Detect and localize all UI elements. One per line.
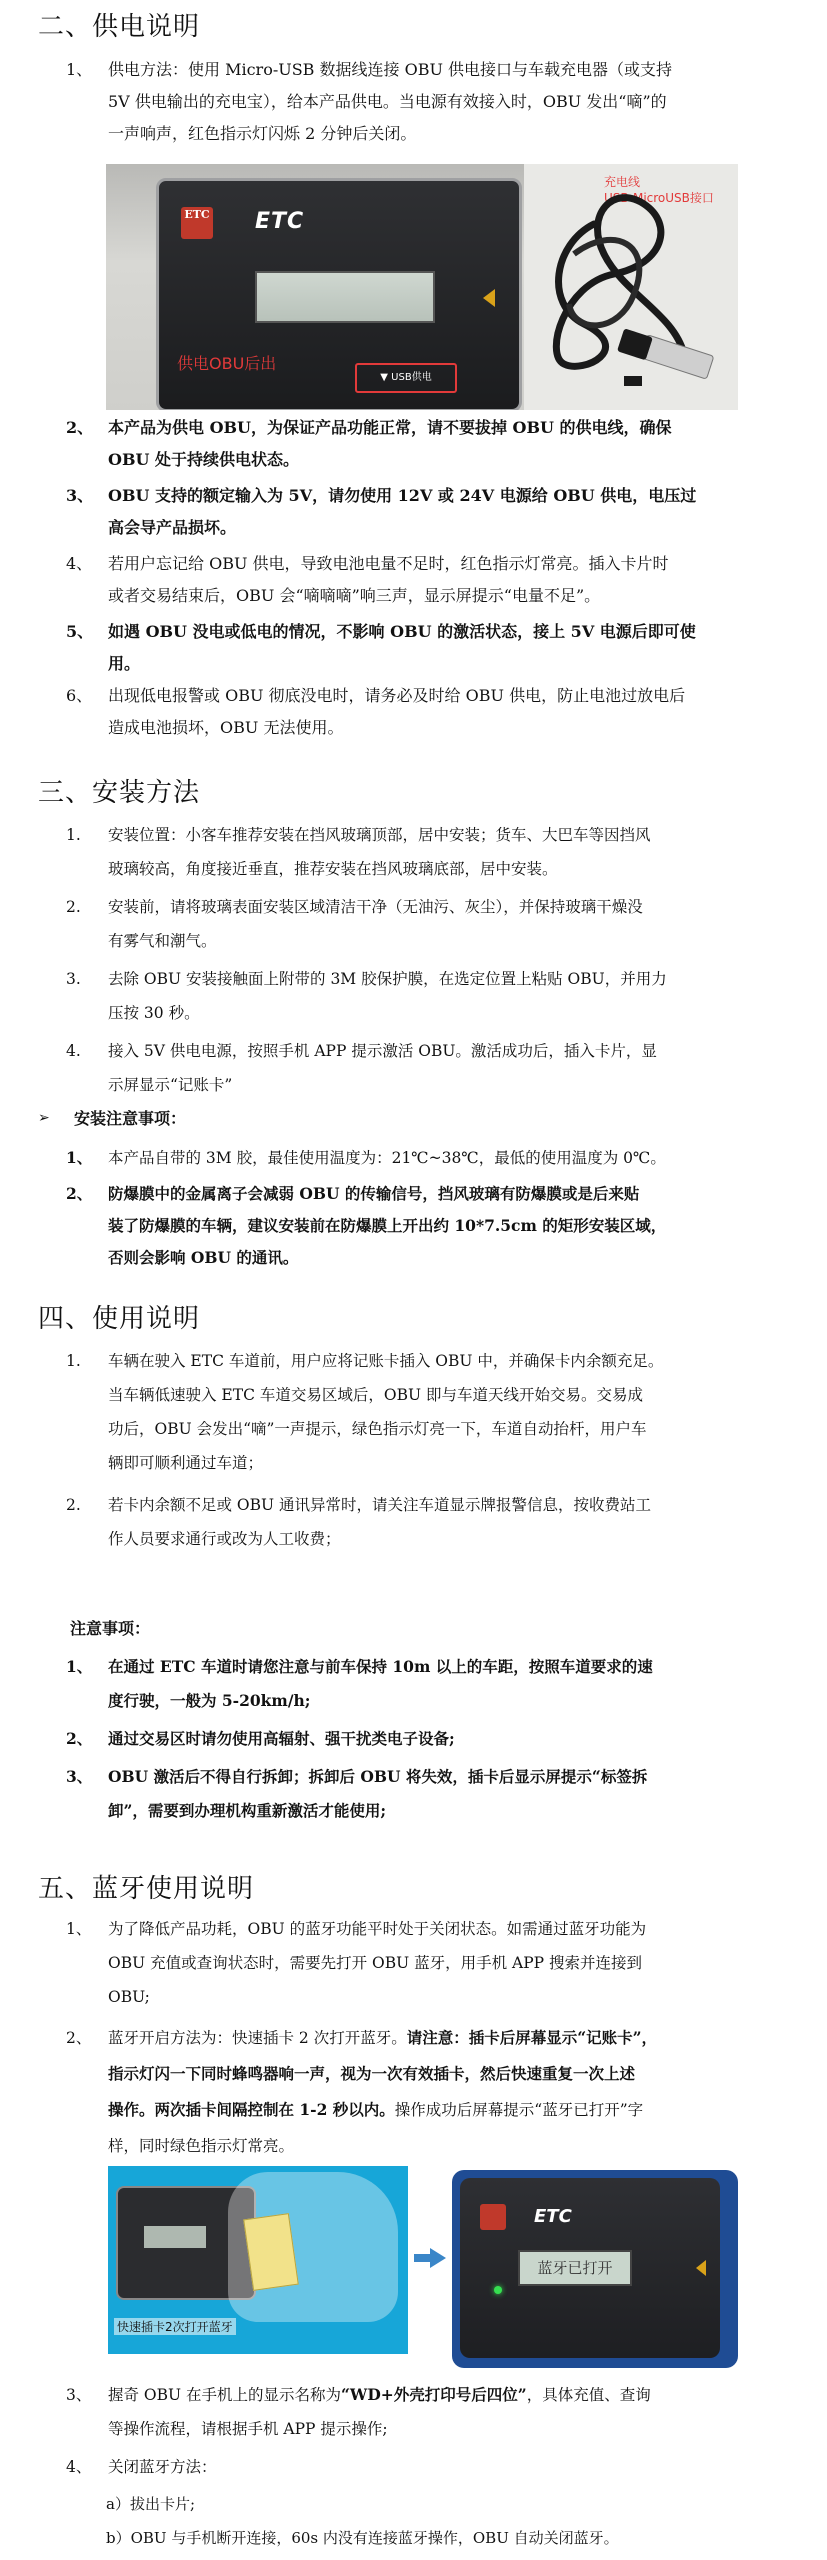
bluetooth-item-1 xyxy=(66,1912,766,2014)
photo-caption: 快速插卡2次打开蓝牙 xyxy=(114,2318,236,2335)
usb-port-annotation: ▼ USB供电 xyxy=(355,363,457,393)
text-run-bold: “WD+外壳打印号后四位” xyxy=(341,2385,527,2404)
item-number: 6、 xyxy=(66,686,93,705)
device-screen xyxy=(144,2226,206,2248)
text-line: 压按 30 秒。 xyxy=(108,1004,200,1022)
text-line xyxy=(108,2378,766,2412)
cable-illustration xyxy=(524,164,738,410)
text-line: 安装前，请将玻璃表面安装区域清洁干净（无油污、灰尘），并保持玻璃干燥没 xyxy=(108,898,643,916)
text-line: 安装位置：小客车推荐安装在挡风玻璃顶部，居中安装；货车、大巴车等因挡风 xyxy=(108,826,651,844)
text-line: 出现低电报警或 OBU 彻底没电时，请务必及时给 OBU 供电，防止电池过放电后 xyxy=(108,686,686,705)
text-line: 造成电池损坏，OBU 无法使用。 xyxy=(108,718,344,737)
bluetooth-item-2 xyxy=(66,2020,766,2164)
item-number: 4. xyxy=(66,1042,81,1060)
device-screen-text: 蓝牙已打开 xyxy=(518,2250,632,2286)
item-number: 1、 xyxy=(66,60,93,79)
text-run: ，具体充值、查询 xyxy=(526,2386,651,2404)
install-notes-heading: 安装注意事项： xyxy=(74,1109,187,1128)
install-note-2 xyxy=(66,1178,766,1274)
item-number: 2、 xyxy=(66,1184,93,1203)
text-line: 本产品为供电 OBU，为保证产品功能正常，请不要拔掉 OBU 的供电线，确保 xyxy=(108,418,672,437)
item-number: 4、 xyxy=(66,554,93,573)
item-number: 3、 xyxy=(66,1767,93,1786)
item-number: 1、 xyxy=(66,1148,93,1167)
item-number: 2. xyxy=(66,1496,81,1514)
brand-logo: ETC xyxy=(181,207,213,239)
item-number: 3、 xyxy=(66,486,94,505)
usage-item-1 xyxy=(66,1344,766,1480)
text-line: 如遇 OBU 没电或低电的情况，不影响 OBU 的激活状态，接上 5V 电源后即可使 xyxy=(108,622,696,641)
usage-item-2 xyxy=(66,1488,766,1556)
item-number: 3、 xyxy=(66,2386,92,2404)
text-line: 接入 5V 供电电源，按照手机 APP 提示激活 OBU。激活成功后，插入卡片，显 xyxy=(108,1042,657,1060)
text-line: 作人员要求通行或改为人工收费； xyxy=(108,1530,341,1548)
power-item-3 xyxy=(66,480,766,544)
text-line: 指示灯闪一下同时蜂鸣器响一声，视为一次有效插卡，然后快速重复一次上述 xyxy=(108,2064,636,2083)
item-number: 2. xyxy=(66,898,81,916)
text-line: 示屏显示“记账卡” xyxy=(108,1076,233,1094)
brand-logo-icon xyxy=(480,2204,506,2230)
text-line: 车辆在驶入 ETC 车道前，用户应将记账卡插入 OBU 中，并确保卡内余额充足。 xyxy=(108,1352,664,1370)
text-line: 去除 OBU 安装接触面上附带的 3M 胶保护膜，在选定位置上粘贴 OBU，并用力 xyxy=(108,970,667,988)
item-number: 3. xyxy=(66,970,81,988)
item-number: 1. xyxy=(66,826,81,844)
install-note-1 xyxy=(66,1142,766,1174)
text-line: 否则会影响 OBU 的通讯。 xyxy=(108,1248,299,1267)
flow-arrow-icon xyxy=(430,2248,446,2268)
insert-card-photo xyxy=(108,2166,408,2354)
text-line: OBU 激活后不得自行拆卸；拆卸后 OBU 将失效，插卡后显示屏提示“标签拆 xyxy=(108,1767,648,1786)
usage-note-3 xyxy=(66,1760,766,1828)
text-run-bold: 操作。两次插卡间隔控制在 1-2 秒以内。 xyxy=(108,2100,395,2119)
item-number: 5、 xyxy=(66,622,94,641)
section-heading-usage: 四、使用说明 xyxy=(38,1304,201,1334)
item-number: 2、 xyxy=(66,1729,93,1748)
text-line: 高会导产品损坏。 xyxy=(108,518,237,537)
etc-card xyxy=(243,2213,299,2291)
annotation-label: 供电OBU后出 xyxy=(177,354,277,373)
item-number: 2、 xyxy=(66,418,94,437)
text-line: 样，同时绿色指示灯常亮。 xyxy=(108,2137,295,2155)
text-line: OBU; xyxy=(108,1988,150,2006)
text-line: OBU 处于持续供电状态。 xyxy=(108,450,299,469)
text-line: 用。 xyxy=(108,654,141,673)
text-line: 等操作流程，请根据手机 APP 提示操作; xyxy=(108,2420,388,2438)
section-heading-install: 三、安装方法 xyxy=(38,778,201,808)
etc-label: ETC xyxy=(255,209,305,234)
power-item-1 xyxy=(66,54,766,150)
text-line: 功后，OBU 会发出“嘀”一声提示，绿色指示灯亮一下，车道自动抬杆，用户车 xyxy=(108,1420,647,1438)
power-item-5 xyxy=(66,616,766,680)
section-heading-bluetooth: 五、蓝牙使用说明 xyxy=(38,1874,255,1904)
text-line: 本产品自带的 3M 胶，最佳使用温度为：21℃~38℃，最低的使用温度为 0℃。 xyxy=(108,1149,666,1167)
usb-cable-photo xyxy=(524,164,738,410)
usage-note-1 xyxy=(66,1650,766,1718)
text-line: 玻璃较高，角度接近垂直，推荐安装在挡风玻璃底部，居中安装。 xyxy=(108,860,558,878)
text-line: 5V 供电输出的充电宝），给本产品供电。当电源有效接入时，OBU 发出“嘀”的 xyxy=(108,92,667,111)
item-number: 1. xyxy=(66,1352,81,1370)
usage-notes-heading: 注意事项： xyxy=(70,1619,151,1638)
item-number: 1、 xyxy=(66,1920,92,1938)
text-line: 卸”，需要到办理机构重新激活才能使用; xyxy=(108,1801,387,1820)
text-line xyxy=(108,2092,766,2128)
arrow-bullet-icon: ➢ xyxy=(38,1110,50,1126)
install-item-3 xyxy=(66,962,766,1030)
card-slot-arrow-icon xyxy=(483,289,495,307)
bluetooth-close-method-a: a）拔出卡片; xyxy=(106,2495,195,2513)
text-run: 蓝牙开启方法为：快速插卡 2 次打开蓝牙。 xyxy=(108,2029,407,2047)
obu-device xyxy=(156,178,522,410)
etc-label: ETC xyxy=(534,2206,572,2227)
text-run: 握奇 OBU 在手机上的显示名称为 xyxy=(108,2386,342,2404)
power-item-6 xyxy=(66,680,766,744)
text-line: 若卡内余额不足或 OBU 通讯异常时，请关注车道显示牌报警信息，按收费站工 xyxy=(108,1496,652,1514)
item-number: 2、 xyxy=(66,2029,92,2047)
text-line: 度行驶，一般为 5-20km/h; xyxy=(108,1691,311,1710)
cable-label-line: 充电线 xyxy=(604,175,641,189)
power-item-4 xyxy=(66,548,766,612)
green-led-icon xyxy=(494,2286,502,2294)
text-line: 通过交易区时请勿使用高辐射、强干扰类电子设备; xyxy=(108,1729,455,1748)
bluetooth-on-photo xyxy=(452,2170,738,2368)
install-item-4 xyxy=(66,1034,766,1102)
text-line: 一声响声，红色指示灯闪烁 2 分钟后关闭。 xyxy=(108,124,417,143)
item-number: 4、 xyxy=(66,2458,92,2476)
install-item-2 xyxy=(66,890,766,958)
bluetooth-close-method-b: b）OBU 与手机断开连接，60s 内没有连接蓝牙操作，OBU 自动关闭蓝牙。 xyxy=(106,2529,619,2547)
obu-device xyxy=(460,2178,720,2358)
text-line xyxy=(108,2020,766,2056)
text-line: 装了防爆膜的车辆，建议安装前在防爆膜上开出约 10*7.5cm 的矩形安装区域， xyxy=(108,1216,667,1235)
text-line: 当车辆低速驶入 ETC 车道交易区域后，OBU 即与车道天线开始交易。交易成 xyxy=(108,1386,643,1404)
text-line: 在通过 ETC 车道时请您注意与前车保持 10m 以上的车距，按照车道要求的速 xyxy=(108,1657,653,1676)
section-heading-power: 二、供电说明 xyxy=(38,12,201,42)
text-line: 为了降低产品功耗，OBU 的蓝牙功能平时处于关闭状态。如需通过蓝牙功能为 xyxy=(108,1920,647,1938)
text-run-bold: 请注意：插卡后屏幕显示“记账卡”， xyxy=(406,2028,658,2047)
power-item-2 xyxy=(66,412,766,476)
text-line: OBU 支持的额定输入为 5V，请勿使用 12V 或 24V 电源给 OBU 供电，电压过 xyxy=(108,486,697,505)
text-line: 辆即可顺利通过车道； xyxy=(108,1454,264,1472)
cable-label-line: USB-MicroUSB接口 xyxy=(604,191,714,205)
text-line: 供电方法：使用 Micro-USB 数据线连接 OBU 供电接口与车载充电器（或支持 xyxy=(108,60,673,79)
bluetooth-item-3 xyxy=(66,2378,766,2446)
text-line: 有雾气和潮气。 xyxy=(108,932,217,950)
text-line: 若用户忘记给 OBU 供电，导致电池电量不足时，红色指示灯常亮。插入卡片时 xyxy=(108,554,669,573)
text-line: OBU 充值或查询状态时，需要先打开 OBU 蓝牙，用手机 APP 搜索并连接到 xyxy=(108,1954,643,1972)
obu-device-photo xyxy=(106,164,524,410)
text-line: 或者交易结束后，OBU 会“嘀嘀嘀”响三声，显示屏提示“电量不足”。 xyxy=(108,586,601,605)
usage-note-2 xyxy=(66,1722,766,1756)
text-run: 操作成功后屏幕提示“蓝牙已打开”字 xyxy=(394,2101,644,2119)
text-line: 防爆膜中的金属离子会减弱 OBU 的传输信号，挡风玻璃有防爆膜或是后来贴 xyxy=(108,1184,640,1203)
text-line: 关闭蓝牙方法： xyxy=(108,2458,217,2476)
bluetooth-item-4 xyxy=(66,2450,766,2484)
card-slot-arrow-icon xyxy=(696,2260,706,2276)
install-item-1 xyxy=(66,818,766,886)
item-number: 1、 xyxy=(66,1657,93,1676)
device-screen xyxy=(255,271,435,323)
